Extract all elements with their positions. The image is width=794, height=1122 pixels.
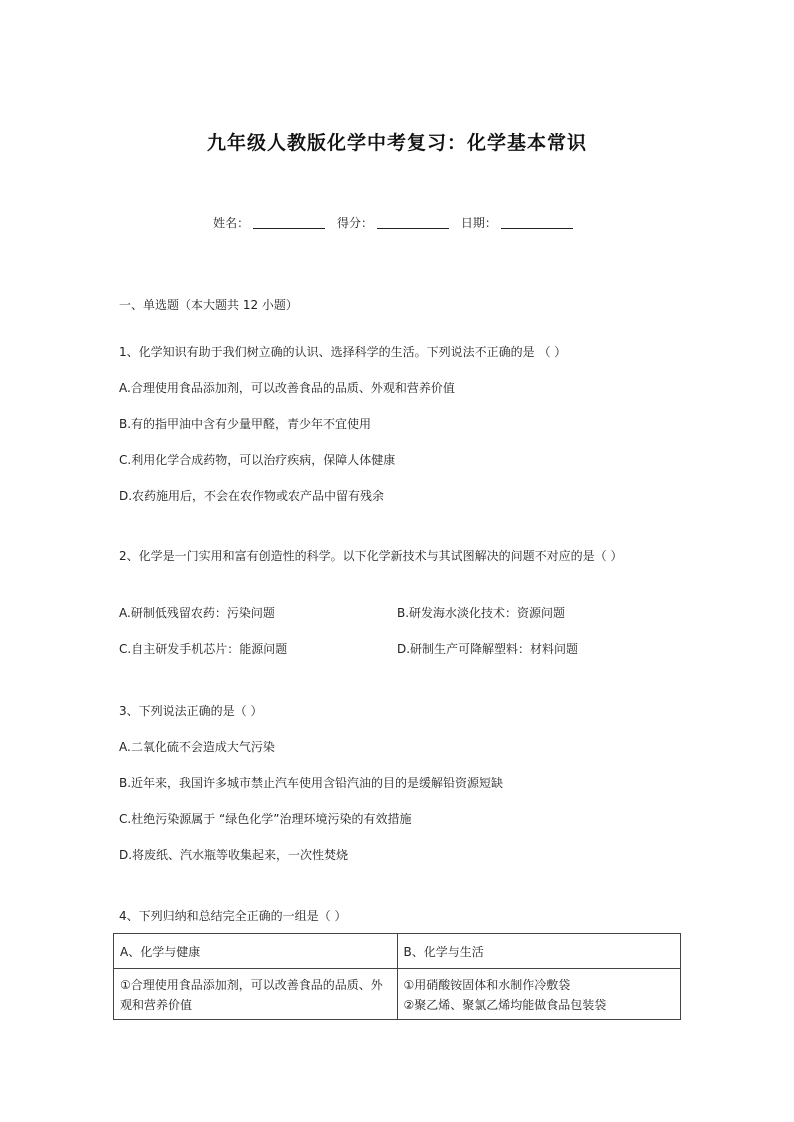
q1-stem: 1、化学知识有助于我们树立确的认识、选择科学的生活。下列说法不正确的是 （ ）	[119, 345, 567, 359]
q2-option-b: B.研发海水淡化技术：资源问题	[397, 606, 566, 620]
student-info-row	[0, 214, 794, 231]
q1-option-c: C.利用化学合成药物，可以治疗疾病，保障人体健康	[119, 453, 396, 467]
q4-stem: 4、下列归纳和总结完全正确的一组是（ ）	[119, 909, 347, 923]
q3-option-c: C.杜绝污染源属于 “绿色化学”治理环境污染的有效措施	[119, 812, 412, 826]
score-blank[interactable]	[377, 216, 449, 229]
q4-cell-b-body	[397, 969, 681, 1020]
q3-option-d: D.将废纸、汽水瓶等收集起来，一次性焚烧	[119, 848, 349, 862]
page-title: 九年级人教版化学中考复习：化学基本常识	[206, 132, 587, 154]
date-label: 日期：	[460, 216, 497, 230]
q1-option-a: A.合理使用食品添加剂，可以改善食品的品质、外观和营养价值	[119, 381, 455, 395]
score-label: 得分：	[336, 216, 373, 230]
q2-option-d: D.研制生产可降解塑料：材料问题	[397, 642, 579, 656]
section-heading: 一、单选题（本大题共 12 小题）	[119, 298, 298, 312]
q1-option-b: B.有的指甲油中含有少量甲醛，青少年不宜使用	[119, 417, 372, 431]
q2-stem: 2、化学是一门实用和富有创造性的科学。以下化学新技术与其试图解决的问题不对应的是（ ）	[119, 549, 623, 563]
q3-stem: 3、下列说法正确的是（ ）	[119, 704, 263, 718]
q3-option-b: B.近年来，我国许多城市禁止汽车使用含铅汽油的目的是缓解铅资源短缺	[119, 776, 504, 790]
q1-option-d: D.农药施用后，不会在农作物或农产品中留有残余	[119, 489, 385, 503]
q2-option-a: A.研制低残留农药：污染问题	[119, 606, 275, 620]
date-blank[interactable]	[501, 216, 573, 229]
q4-b-line-1: ①用硝酸铵固体和水制作冷敷袋	[403, 978, 571, 992]
table-row	[114, 934, 681, 969]
q4-cell-a-head: A、化学与健康	[114, 934, 398, 969]
table-row	[114, 969, 681, 1020]
q4-b-line-2: ②聚乙烯、聚氯乙烯均能做食品包装袋	[403, 998, 607, 1012]
name-blank[interactable]	[253, 216, 325, 229]
q4-a-line-1: ①合理使用食品添加剂，可以改善食品的品质、外观和营养价值	[120, 978, 383, 1012]
name-label: 姓名：	[213, 216, 250, 230]
q4-cell-a-body	[114, 969, 398, 1020]
q2-option-c: C.自主研发手机芯片：能源问题	[119, 642, 288, 656]
q4-cell-b-head: B、化学与生活	[397, 934, 681, 969]
q4-options-table	[113, 933, 681, 1020]
q3-option-a: A.二氧化硫不会造成大气污染	[119, 740, 275, 754]
